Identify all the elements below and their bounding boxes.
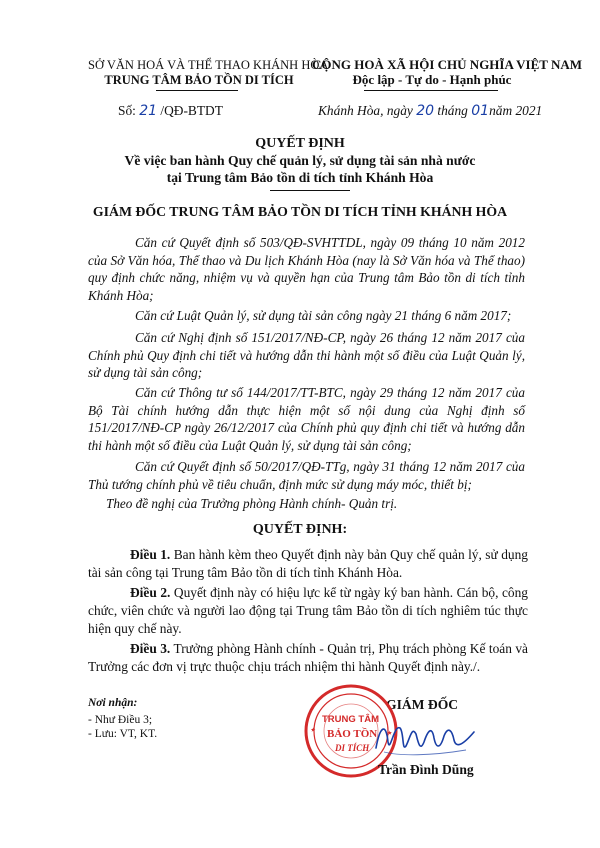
svg-text:★: ★ — [385, 729, 393, 737]
issuing-authority: GIÁM ĐỐC TRUNG TÂM BẢO TỒN DI TÍCH TỈNH KHÁNH HÒA — [92, 204, 508, 219]
preamble-paragraph — [88, 495, 525, 513]
preamble-text: Căn cứ Nghị định số 151/2017/NĐ-CP, ngày 26 tháng 12 năm 2017 của Chính phủ Quy định chi tiết và hướng dẫn thi hành một số điều của Luật Quản lý, sử dụng tài sản công; — [88, 330, 525, 381]
unit-name: TRUNG TÂM BẢO TỒN DI TÍCH — [104, 73, 294, 87]
place-date — [318, 103, 542, 119]
signer-name: Trần Đình Dũng — [378, 762, 474, 777]
agency-name: SỞ VĂN HOÁ VÀ THỂ THAO KHÁNH HÒA — [88, 58, 329, 72]
header-left-underline — [156, 90, 238, 91]
article-label: Điều 2. — [130, 585, 171, 600]
doc-number-handwritten: 21 — [139, 103, 158, 119]
place-label: Khánh Hòa, ngày — [318, 103, 417, 118]
article-label: Điều 1. — [130, 547, 171, 562]
document-title: QUYẾT ĐỊNH — [255, 136, 345, 151]
preamble-text: Căn cứ Thông tư số 144/2017/TT-BTC, ngày 29 tháng 12 năm 2017 của Bộ Tài chính hướng dẫn thực hiện một số nội dung của Nghị định số 151/2017/NĐ-CP ngày 26/12/2017 của Chính phủ quy định chi tiết và hướng dẫn thi hành một số điều của Luật Quản lý, sử dụng tài sản công; — [88, 385, 525, 453]
date-day: 20 — [416, 103, 435, 119]
article-text: Quyết định này có hiệu lực kể từ ngày ký ban hành. Cán bộ, công chức, viên chức và người lao động tại Trung tâm Bảo tồn di tích nghiêm túc thực hiện quy chế này. — [88, 585, 528, 636]
article-text: Ban hành kèm theo Quyết định này bản Quy chế quản lý, sử dụng tài sản công tại Trung tâm Bảo tồn di tích tỉnh Khánh Hòa. — [88, 547, 528, 580]
year-label: năm 2021 — [489, 103, 543, 118]
seal-text-line-2: BẢO TỒN — [327, 728, 378, 740]
national-motto: Độc lập - Tự do - Hạnh phúc — [352, 72, 512, 87]
preamble-paragraph — [88, 329, 525, 382]
signer-position: GIÁM ĐỐC — [386, 697, 459, 712]
subject-underline — [270, 190, 350, 191]
document-subject-line-1: Về việc ban hành Quy chế quản lý, sử dụng tài sản nhà nước — [124, 153, 476, 168]
svg-text:★: ★ — [310, 726, 318, 734]
header-right-underline — [364, 90, 498, 91]
document-subject-line-2: tại Trung tâm Bảo tồn di tích tỉnh Khánh Hòa — [166, 170, 434, 185]
recipients-heading: Nơi nhận: — [88, 697, 138, 709]
article-text: Trưởng phòng Hành chính - Quản trị, Phụ trách phòng Kế toán và Trưởng các đơn vị trực thuộc chịu trách nhiệm thi hành Quyết định này./. — [88, 641, 528, 674]
date-month: 01 — [471, 103, 490, 119]
preamble-paragraph — [88, 384, 525, 454]
preamble-text: Căn cứ Quyết định số 50/2017/QĐ-TTg, ngày 31 tháng 12 năm 2017 của Thủ tướng chính phủ về tiêu chuẩn, định mức sử dụng máy móc, thiết bị; — [88, 459, 525, 492]
seal-text-line-1: TRUNG TÂM — [322, 714, 379, 725]
doc-number-prefix: Số: — [118, 103, 140, 118]
recipient-item: - Lưu: VT, KT. — [88, 728, 158, 740]
month-label: tháng — [434, 103, 472, 118]
preamble-paragraph — [88, 234, 525, 304]
decision-heading: QUYẾT ĐỊNH: — [252, 522, 348, 537]
recipient-item: - Như Điều 3; — [88, 714, 153, 726]
preamble-text: Theo đề nghị của Trưởng phòng Hành chính- Quản trị. — [106, 496, 398, 511]
seal-text-line-3: DI TÍCH — [335, 743, 370, 753]
handwritten-signature — [370, 712, 480, 762]
preamble-text: Căn cứ Luật Quản lý, sử dụng tài sản công ngày 21 tháng 6 năm 2017; — [135, 308, 512, 323]
country-name: CỘNG HOÀ XÃ HỘI CHỦ NGHĨA VIỆT NAM — [312, 57, 583, 72]
preamble-paragraph — [88, 307, 525, 325]
document-number — [118, 103, 223, 119]
preamble-paragraph — [88, 458, 525, 493]
doc-number-suffix: /QĐ-BTDT — [157, 103, 223, 118]
article-label: Điều 3. — [130, 641, 171, 656]
article-1 — [88, 546, 528, 582]
signature-scribble — [370, 712, 480, 762]
article-3 — [88, 640, 528, 676]
preamble-text: Căn cứ Quyết định số 503/QĐ-SVHTTDL, ngày 09 tháng 10 năm 2012 của Sở Văn hóa, Thể thao và Du lịch Khánh Hòa (nay là Sở Văn hóa và Thể thao) quy định chức năng, nhiệm vụ và quyền hạn của Trung tâm Bảo tồn di tích tỉnh Khánh Hòa; — [88, 235, 525, 303]
article-2 — [88, 584, 528, 638]
